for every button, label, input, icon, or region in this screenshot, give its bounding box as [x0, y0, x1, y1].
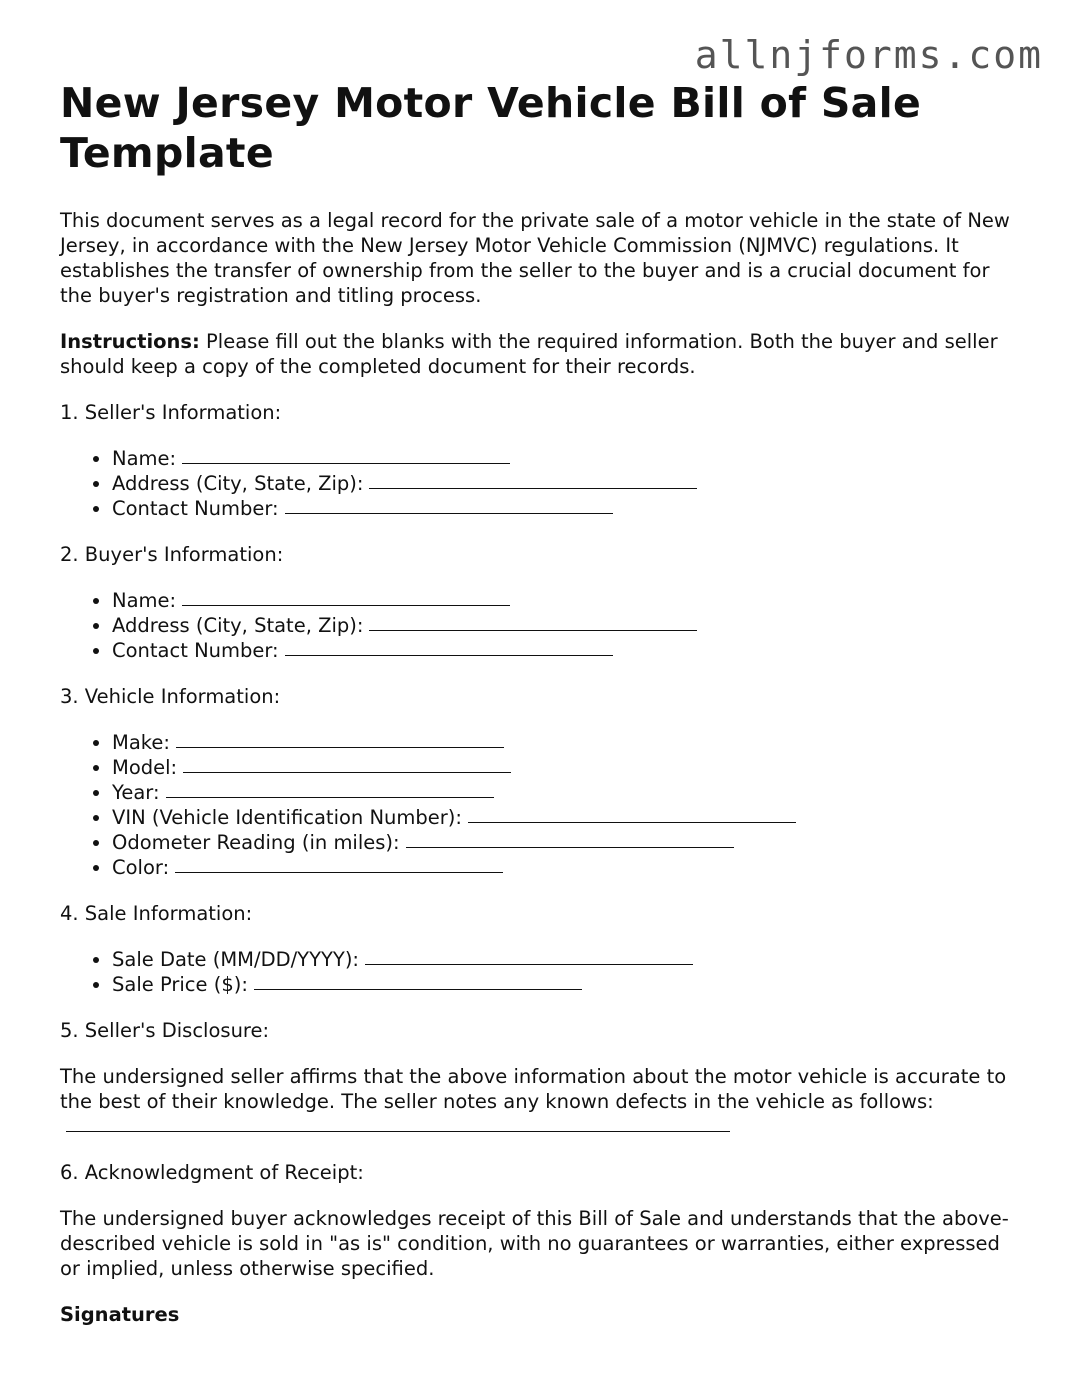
section-title-vehicle: 3. Vehicle Information: — [60, 685, 281, 708]
buyer-field-list — [60, 588, 1020, 663]
fill-in-blank[interactable] — [468, 822, 796, 824]
intro-paragraph: This document serves as a legal record for the private sale of a motor vehicle in the state of New Jersey, in accordance with the New Jersey Motor Vehicle Commission (NJMVC) regulations. It establishes the transfer of ownership from the seller to the buyer and is a crucial document for the buyer's registration and titling process. — [60, 209, 1010, 307]
fill-in-blank[interactable] — [254, 989, 582, 991]
field-vehicle-make: • Make: — [112, 730, 1020, 755]
field-buyer-address: • Address (City, State, Zip): — [112, 613, 1020, 638]
document-page — [60, 78, 1020, 1327]
field-sale-price: • Sale Price ($): — [112, 972, 1020, 997]
field-vehicle-model: • Model: — [112, 755, 1020, 780]
field-buyer-name: • Name: — [112, 588, 1020, 613]
receipt-paragraph: The undersigned buyer acknowledges receipt of this Bill of Sale and understands that the above-described vehicle is sold in "as is" condition, with no guarantees or warranties, either expressed or implied, unless otherwise specified. — [60, 1207, 1009, 1280]
fill-in-blank[interactable] — [369, 630, 697, 632]
fill-in-blank[interactable] — [406, 847, 734, 849]
field-vehicle-odometer: • Odometer Reading (in miles): — [112, 830, 1020, 855]
fill-in-blank[interactable] — [176, 747, 504, 749]
section-title-buyer: 2. Buyer's Information: — [60, 543, 284, 566]
sale-field-list — [60, 947, 1020, 997]
fill-in-blank[interactable] — [285, 655, 613, 657]
fill-in-blank[interactable] — [183, 772, 511, 774]
section-title-receipt: 6. Acknowledgment of Receipt: — [60, 1161, 364, 1184]
field-seller-address: • Address (City, State, Zip): — [112, 471, 1020, 496]
field-seller-contact: • Contact Number: — [112, 496, 1020, 521]
field-vehicle-year: • Year: — [112, 780, 1020, 805]
section-title-seller: 1. Seller's Information: — [60, 401, 282, 424]
instructions-paragraph — [60, 329, 1020, 379]
fill-in-blank[interactable] — [175, 872, 503, 874]
vehicle-field-list — [60, 730, 1020, 880]
fill-in-blank[interactable] — [369, 488, 697, 490]
field-vehicle-vin: • VIN (Vehicle Identification Number): — [112, 805, 1020, 830]
disclosure-paragraph: The undersigned seller affirms that the above information about the motor vehicle is accurate to the best of their knowledge. The seller notes any known defects in the vehicle as follows: — [60, 1064, 1020, 1139]
fill-in-blank[interactable] — [285, 513, 613, 515]
fill-in-blank[interactable] — [166, 797, 494, 799]
field-sale-date: • Sale Date (MM/DD/YYYY): — [112, 947, 1020, 972]
instructions-text: Please fill out the blanks with the required information. Both the buyer and seller should keep a copy of the completed document for their records. — [60, 330, 998, 378]
field-vehicle-color: • Color: — [112, 855, 1020, 880]
field-seller-name: • Name: — [112, 446, 1020, 471]
fill-in-blank[interactable] — [182, 605, 510, 607]
fill-in-blank[interactable] — [182, 463, 510, 465]
section-title-sale: 4. Sale Information: — [60, 902, 253, 925]
seller-field-list — [60, 446, 1020, 521]
fill-in-blank[interactable] — [365, 964, 693, 966]
section-title-disclosure: 5. Seller's Disclosure: — [60, 1019, 270, 1042]
page-title: New Jersey Motor Vehicle Bill of Sale Template — [60, 79, 922, 177]
signatures-heading: Signatures — [60, 1303, 180, 1326]
defects-blank[interactable] — [66, 1131, 730, 1133]
field-buyer-contact: • Contact Number: — [112, 638, 1020, 663]
watermark: allnjforms.com — [694, 33, 1043, 77]
instructions-label: Instructions: — [60, 330, 200, 353]
